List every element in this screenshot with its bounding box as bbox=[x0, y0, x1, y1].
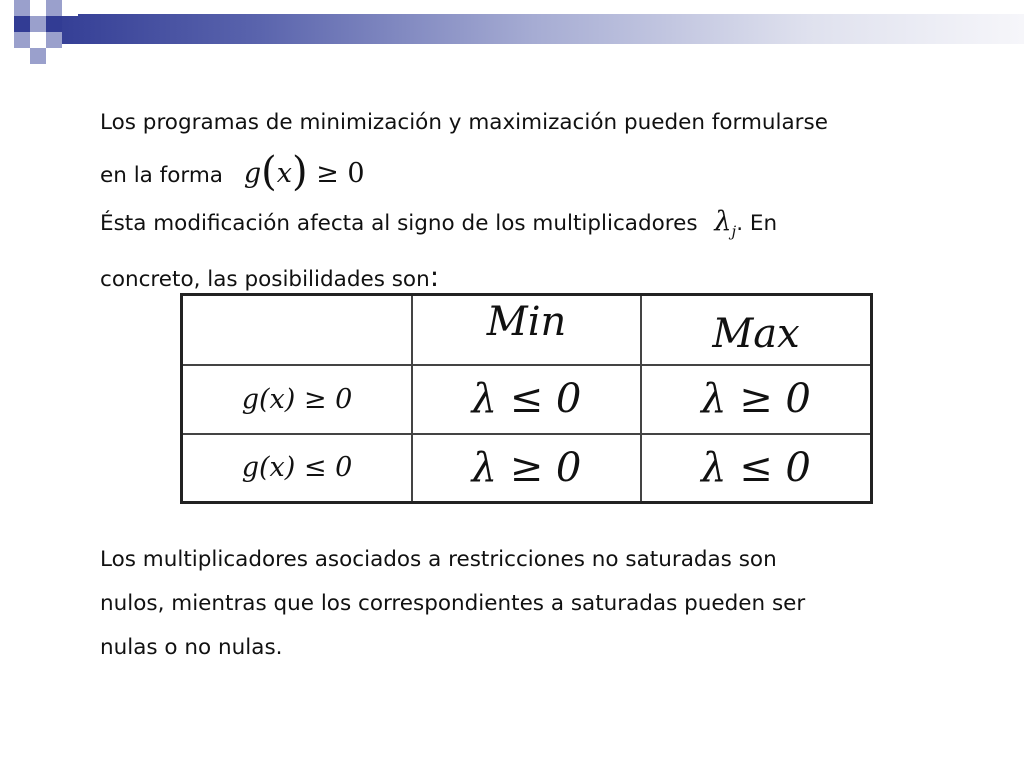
intro-line-4-colon: : bbox=[429, 260, 440, 294]
header-gradient-bar bbox=[44, 14, 1024, 44]
decor-square bbox=[14, 16, 30, 32]
intro-line-2-text: en la forma bbox=[100, 163, 223, 188]
decor-square bbox=[30, 48, 46, 64]
formula-close-paren: ) bbox=[291, 149, 308, 195]
closing-line-2: nulos, mientras que los correspondientes a saturadas pueden ser bbox=[100, 591, 806, 616]
table-header-row bbox=[182, 295, 872, 365]
table-row bbox=[182, 434, 872, 503]
intro-paragraph bbox=[100, 100, 828, 303]
sign-conditions-table bbox=[180, 293, 873, 504]
intro-line-3-tail: . En bbox=[736, 211, 778, 236]
decor-square bbox=[30, 32, 46, 48]
intro-line-1: Los programas de minimización y maximización pueden formularse bbox=[100, 110, 828, 135]
table-cell-condition: g(x) ≥ 0 bbox=[182, 365, 413, 434]
decor-square bbox=[46, 32, 62, 48]
table-cell-condition: g(x) ≤ 0 bbox=[182, 434, 413, 503]
table-header-max bbox=[641, 295, 872, 365]
header-max-label: Max bbox=[712, 310, 800, 357]
table-header-min bbox=[412, 295, 641, 365]
formula-fn: g bbox=[243, 158, 262, 189]
decor-square bbox=[46, 16, 62, 32]
formula-relation: ≥ 0 bbox=[316, 158, 365, 189]
decor-square bbox=[14, 0, 30, 16]
table-cell-max: λ ≤ 0 bbox=[641, 434, 872, 503]
closing-paragraph bbox=[100, 538, 805, 670]
decor-square bbox=[46, 0, 62, 16]
table-cell-min: λ ≤ 0 bbox=[412, 365, 641, 434]
formula-g-geq-zero bbox=[243, 149, 365, 195]
intro-line-3 bbox=[100, 199, 828, 254]
table-row bbox=[182, 365, 872, 434]
table-cell-min: λ ≥ 0 bbox=[412, 434, 641, 503]
table-cell-max: λ ≥ 0 bbox=[641, 365, 872, 434]
formula-open-paren: ( bbox=[261, 149, 277, 195]
header-min-label: Min bbox=[486, 298, 567, 345]
decor-square bbox=[14, 32, 30, 48]
intro-line-4-text: concreto, las posibilidades son bbox=[100, 267, 430, 293]
lambda-glyph: λ bbox=[714, 206, 732, 237]
decor-square bbox=[30, 16, 46, 32]
closing-line-1: Los multiplicadores asociados a restricciones no saturadas son bbox=[100, 547, 777, 572]
formula-var: x bbox=[276, 158, 292, 189]
closing-line-3: nulas o no nulas. bbox=[100, 635, 283, 660]
intro-line-3-text: Ésta modificación afecta al signo de los multiplicadores bbox=[100, 211, 698, 236]
decor-square bbox=[62, 0, 78, 16]
table-header-empty bbox=[182, 295, 413, 365]
intro-line-2 bbox=[100, 146, 828, 199]
decor-square bbox=[30, 0, 46, 16]
lambda-subscript: j bbox=[731, 222, 737, 241]
lambda-j-symbol bbox=[714, 206, 737, 241]
